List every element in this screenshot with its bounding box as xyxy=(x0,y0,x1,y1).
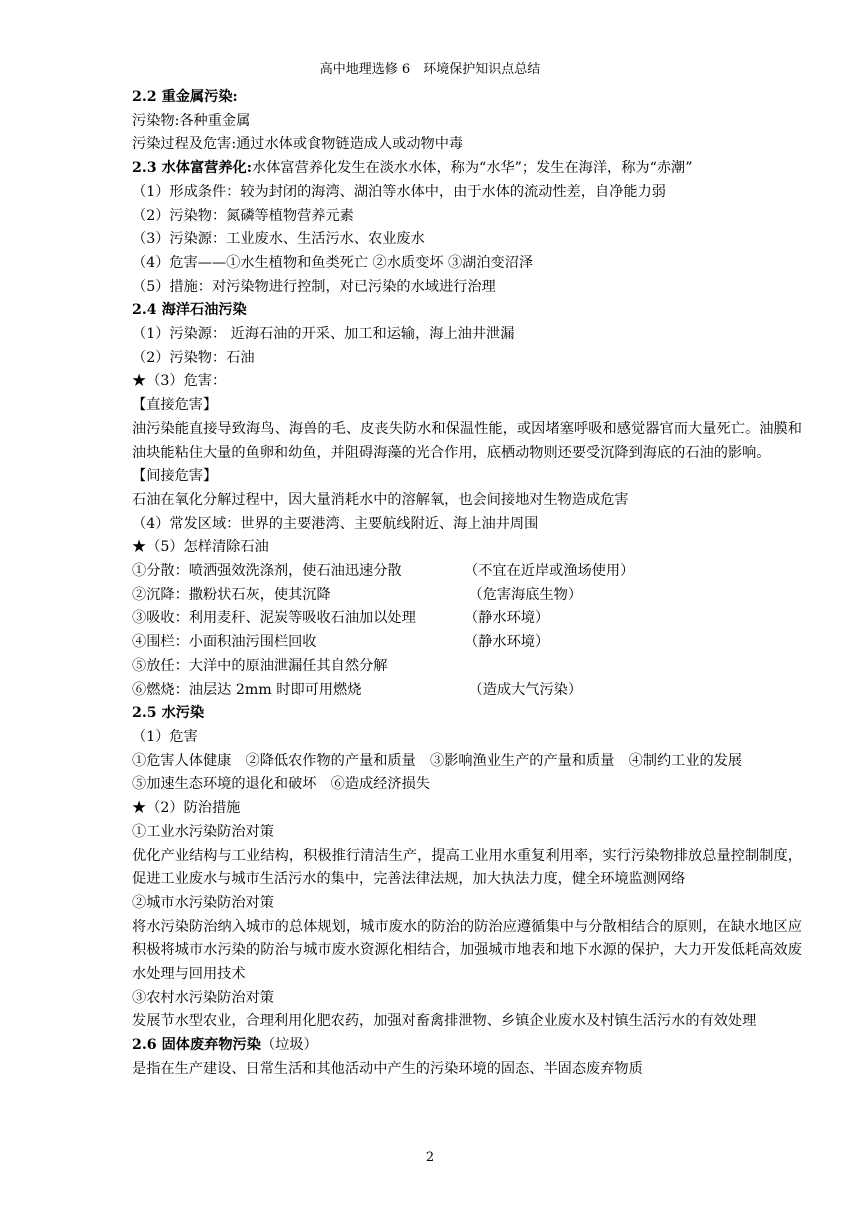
oil-pollutant: （2）污染物：石油 xyxy=(132,349,255,366)
heavy-metal-pollutant: 污染物:各种重金属 xyxy=(132,112,251,129)
oil-method-text: ⑤放任：大洋中的原油泄漏任其自然分解 xyxy=(132,657,388,674)
oil-method-row xyxy=(132,631,802,655)
indirect-harm-text: 石油在氧化分解过程中，因大量消耗水中的溶解氧，也会间接地对生物造成危害 xyxy=(132,491,629,508)
section-title-heavy-metal: 2.2 重金属污染: xyxy=(132,89,238,105)
water-harm-heading: （1）危害 xyxy=(132,728,198,745)
oil-harm-heading: ★（3）危害： xyxy=(132,373,227,390)
industrial-measures-text: 优化产业结构与工业结构，积极推行清洁生产，提高工业用水重复利用率，实行污染物排放总量控制制度，促进工业废水与城市生活污水的集中，完善法律法规，加大执法力度，健全环境监测网络 xyxy=(132,847,802,888)
solid-waste-definition: 是指在生产建设、日常生活和其他活动中产生的污染环境的固态、半固态废弃物质 xyxy=(132,1060,643,1077)
solid-waste-title-line xyxy=(132,1034,802,1058)
direct-harm-label: 【直接危害】 xyxy=(132,397,218,414)
urban-measures-heading: ②城市水污染防治对策 xyxy=(132,894,274,911)
section-title-oil-pollution: 2.4 海洋石油污染 xyxy=(132,302,247,319)
oil-method-note: （静水环境） xyxy=(464,610,550,627)
direct-harm-text: 油污染能直接导致海鸟、海兽的毛、皮丧失防水和保温性能，或因堵塞呼吸和感觉器官而大量死亡。油膜和油块能粘住大量的鱼卵和幼鱼，并阻碍海藻的光合作用，底栖动物则还要受沉降到海底的石油的影响。 xyxy=(132,420,802,461)
solid-waste-title-suffix: （垃圾） xyxy=(260,1037,318,1054)
oil-area: （4）常发区域：世界的主要港湾、主要航线附近、海上油井周围 xyxy=(132,515,539,532)
oil-method-text: ⑥燃烧：油层达 2mm 时即可用燃烧 xyxy=(132,681,362,698)
section-title-eutrophication: 2.3 水体富营养化: xyxy=(132,160,252,177)
water-harm-line: ⑤加速生态环境的退化和破坏 ⑥造成经济损失 xyxy=(132,776,430,793)
indirect-harm-label: 【间接危害】 xyxy=(132,468,218,485)
oil-method-row xyxy=(132,584,802,608)
oil-method-row xyxy=(132,679,802,703)
oil-method-note: （静水环境） xyxy=(464,634,550,651)
oil-method-note: （不宜在近岸或渔场使用） xyxy=(464,563,635,580)
rural-measures-text: 发展节水型农业，合理利用化肥农药，加强对畜禽排泄物、乡镇企业废水及村镇生活污水的有效处理 xyxy=(132,1013,757,1030)
oil-method-text: ①分散：喷洒强效洗涤剂，使石油迅速分散 xyxy=(132,563,402,580)
eutrophication-intro xyxy=(132,157,802,181)
document-body xyxy=(132,86,802,1082)
oil-remove-heading: ★（5）怎样清除石油 xyxy=(132,539,269,556)
eutrophication-item: （3）污染源：工业废水、生活污水、农业废水 xyxy=(132,231,425,248)
section-title-water-pollution: 2.5 水污染 xyxy=(132,705,205,722)
oil-method-row xyxy=(132,655,802,679)
rural-measures-heading: ③农村水污染防治对策 xyxy=(132,989,274,1006)
water-measures-heading: ★（2）防治措施 xyxy=(132,800,241,817)
industrial-measures-heading: ①工业水污染防治对策 xyxy=(132,823,274,840)
page-number: 2 xyxy=(425,1150,435,1165)
eutrophication-item: （4）危害——①水生植物和鱼类死亡 ②水质变坏 ③湖泊变沼泽 xyxy=(132,254,534,271)
oil-method-note: （危害海底生物） xyxy=(464,586,583,603)
oil-method-note: （造成大气污染） xyxy=(464,681,583,698)
eutrophication-item: （5）措施：对污染物进行控制，对已污染的水域进行治理 xyxy=(132,278,496,295)
oil-method-row xyxy=(132,560,802,584)
eutrophication-definition: 水体富营养化发生在淡水水体，称为“水华”；发生在海洋，称为“赤潮” xyxy=(252,160,693,177)
oil-method-text: ②沉降：撒粉状石灰，使其沉降 xyxy=(132,586,331,603)
oil-method-text: ④围栏：小面积油污围栏回收 xyxy=(132,634,317,651)
oil-method-row xyxy=(132,607,802,631)
eutrophication-item: （1）形成条件：较为封闭的海湾、湖泊等水体中，由于水体的流动性差，自净能力弱 xyxy=(132,183,666,200)
section-title-solid-waste: 2.6 固体废弃物污染 xyxy=(132,1037,261,1054)
water-harm-line: ①危害人体健康 ②降低农作物的产量和质量 ③影响渔业生产的产量和质量 ④制约工业的发展 xyxy=(132,752,743,769)
oil-source: （1）污染源： 近海石油的开采、加工和运输，海上油井泄漏 xyxy=(132,326,515,343)
urban-measures-text: 将水污染防治纳入城市的总体规划，城市废水的防治的防治应遵循集中与分散相结合的原则，在缺水地区应积极将城市水污染的防治与城市废水资源化相结合，加强城市地表和地下水源的保护，大力开发低耗高效废水处理与回用技术 xyxy=(132,918,802,983)
heavy-metal-process: 污染过程及危害:通过水体或食物链造成人或动物中毒 xyxy=(132,136,464,153)
page-header: 高中地理选修 6 环境保护知识点总结 xyxy=(319,62,541,77)
eutrophication-item: （2）污染物：氮磷等植物营养元素 xyxy=(132,207,354,224)
oil-method-text: ③吸收：利用麦秆、泥炭等吸收石油加以处理 xyxy=(132,610,416,627)
